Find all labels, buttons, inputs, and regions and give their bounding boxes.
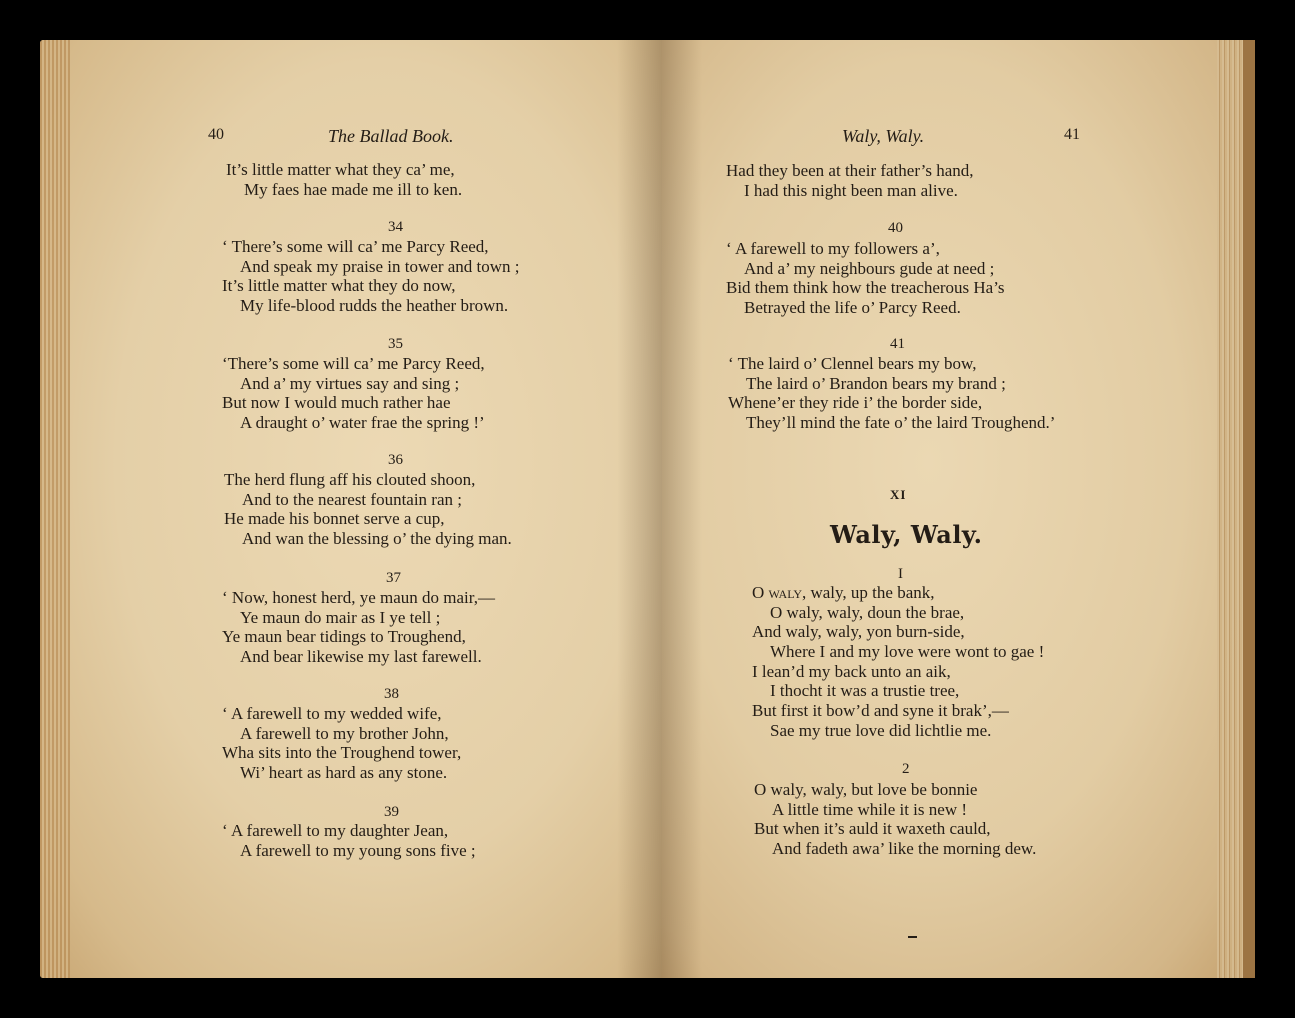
verse-line: Wha sits into the Troughend tower,: [222, 743, 462, 763]
stanza-number: 36: [388, 452, 403, 468]
stanza-number: 39: [384, 804, 399, 820]
verse-line: And bear likewise my last farewell.: [240, 647, 482, 667]
verse-line: ‘ A farewell to my daughter Jean,: [222, 821, 449, 840]
drop-word: O waly,: [752, 583, 807, 602]
verse-line: And speak my praise in tower and town ;: [240, 256, 520, 276]
verse-line: A draught o’ water frae the spring !’: [240, 413, 485, 433]
verse-line: But first it bow’d and syne it brak’,—: [752, 701, 1009, 721]
stanza-number: 35: [388, 336, 403, 352]
chapter-number: XI: [890, 487, 907, 502]
stanza: [222, 821, 476, 860]
verse-line: ‘ A farewell to my wedded wife,: [222, 704, 442, 723]
verse-line: waly, up the bank,: [810, 583, 935, 602]
stanza-continued: [726, 161, 974, 200]
stanza-number: I: [898, 566, 903, 582]
verse-line: I lean’d my back unto an aik,: [752, 661, 951, 681]
verse-line: I had this night been man alive.: [744, 180, 958, 200]
verse-line: A little time while it is new !: [772, 799, 968, 819]
stanza-number: 38: [384, 686, 399, 702]
verse-line: ‘ The laird o’ Clennel bears my bow,: [728, 354, 977, 373]
verse-line: The laird o’ Brandon bears my brand ;: [746, 373, 1006, 393]
page-number-right: 41: [1064, 126, 1080, 143]
verse-line: Whene’er they ride i’ the border side,: [728, 393, 983, 413]
verse-line: The herd flung aff his clouted shoon,: [224, 470, 476, 489]
verse-line: And waly, waly, yon burn-side,: [752, 622, 965, 642]
running-head-left: The Ballad Book.: [328, 126, 454, 146]
stanza-number: 41: [890, 336, 905, 352]
verse-line: Sae my true love did lichtlie me.: [770, 720, 992, 740]
page-number-left: 40: [208, 126, 224, 143]
stanza: [726, 239, 1005, 318]
verse-line: And fadeth awa’ like the morning dew.: [772, 839, 1037, 859]
verse-line: My life-blood rudds the heather brown.: [240, 296, 509, 316]
verse-line: ‘ A farewell to my followers a’,: [726, 239, 940, 258]
verse-line: It’s little matter what they do now,: [222, 276, 456, 296]
stanza: [222, 704, 461, 783]
verse-line: ‘There’s some will ca’ me Parcy Reed,: [222, 354, 485, 373]
stanza: [224, 470, 512, 549]
verse-line: O waly, waly, doun the brae,: [770, 602, 965, 622]
stanza: [222, 237, 520, 316]
verse-line: O waly, waly, but love be bonnie: [754, 780, 978, 799]
verse-line: A farewell to my brother John,: [240, 723, 449, 743]
verse-line: But when it’s auld it waxeth cauld,: [754, 819, 991, 839]
verse-line: He made his bonnet serve a cup,: [224, 509, 445, 529]
verse-line: Betrayed the life o’ Parcy Reed.: [744, 298, 961, 318]
verse-line: They’ll mind the fate o’ the laird Troughend.’: [746, 413, 1056, 433]
stanza-continued: [226, 160, 462, 199]
verse-line: And wan the blessing o’ the dying man.: [242, 529, 512, 549]
verse-line: A farewell to my young sons five ;: [240, 840, 476, 860]
verse-line: But now I would much rather hae: [222, 393, 451, 413]
open-book: [40, 40, 1255, 978]
chapter-title: Waly, Waly.: [830, 520, 983, 549]
page-edge-dark: [1243, 40, 1255, 978]
verse-line: Ye maun bear tidings to Troughend,: [222, 627, 466, 647]
verse-line: And to the nearest fountain ran ;: [242, 489, 462, 509]
stanza: [752, 583, 1044, 741]
stanza-number: 34: [388, 219, 403, 235]
verse-line: Where I and my love were wont to gae !: [770, 642, 1045, 662]
stanza-number: 37: [386, 570, 401, 586]
signature-mark: [908, 936, 917, 938]
gutter-shadow-left: [617, 40, 662, 978]
running-head-right: Waly, Waly.: [842, 126, 925, 146]
stanza-number: 40: [888, 220, 903, 236]
verse-line: And a’ my virtues say and sing ;: [240, 373, 460, 393]
verse-line: Bid them think how the treacherous Ha’s: [726, 278, 1005, 298]
page-edges-left: [40, 40, 70, 978]
left-page: [40, 40, 662, 978]
verse-line: I thocht it was a trustie tree,: [770, 681, 960, 701]
verse-line: ‘ Now, honest herd, ye maun do mair,—: [222, 588, 495, 607]
verse-line: Ye maun do mair as I ye tell ;: [240, 607, 441, 627]
verse-line: It’s little matter what they ca’ me,: [226, 160, 455, 179]
stanza: [754, 780, 1036, 859]
right-page: [662, 40, 1255, 978]
stanza-number: 2: [902, 761, 910, 777]
gutter-shadow-right: [662, 40, 702, 978]
verse-line: Had they been at their father’s hand,: [726, 161, 974, 180]
stanza: [222, 354, 485, 433]
verse-line: ‘ There’s some will ca’ me Parcy Reed,: [222, 237, 489, 256]
verse-line: My faes hae made me ill to ken.: [244, 179, 463, 199]
verse-line: And a’ my neighbours gude at need ;: [744, 258, 995, 278]
stanza: [222, 588, 495, 667]
verse-line: Wi’ heart as hard as any stone.: [240, 763, 448, 783]
stanza: [728, 354, 1055, 433]
verse-line-first: [752, 583, 1044, 603]
